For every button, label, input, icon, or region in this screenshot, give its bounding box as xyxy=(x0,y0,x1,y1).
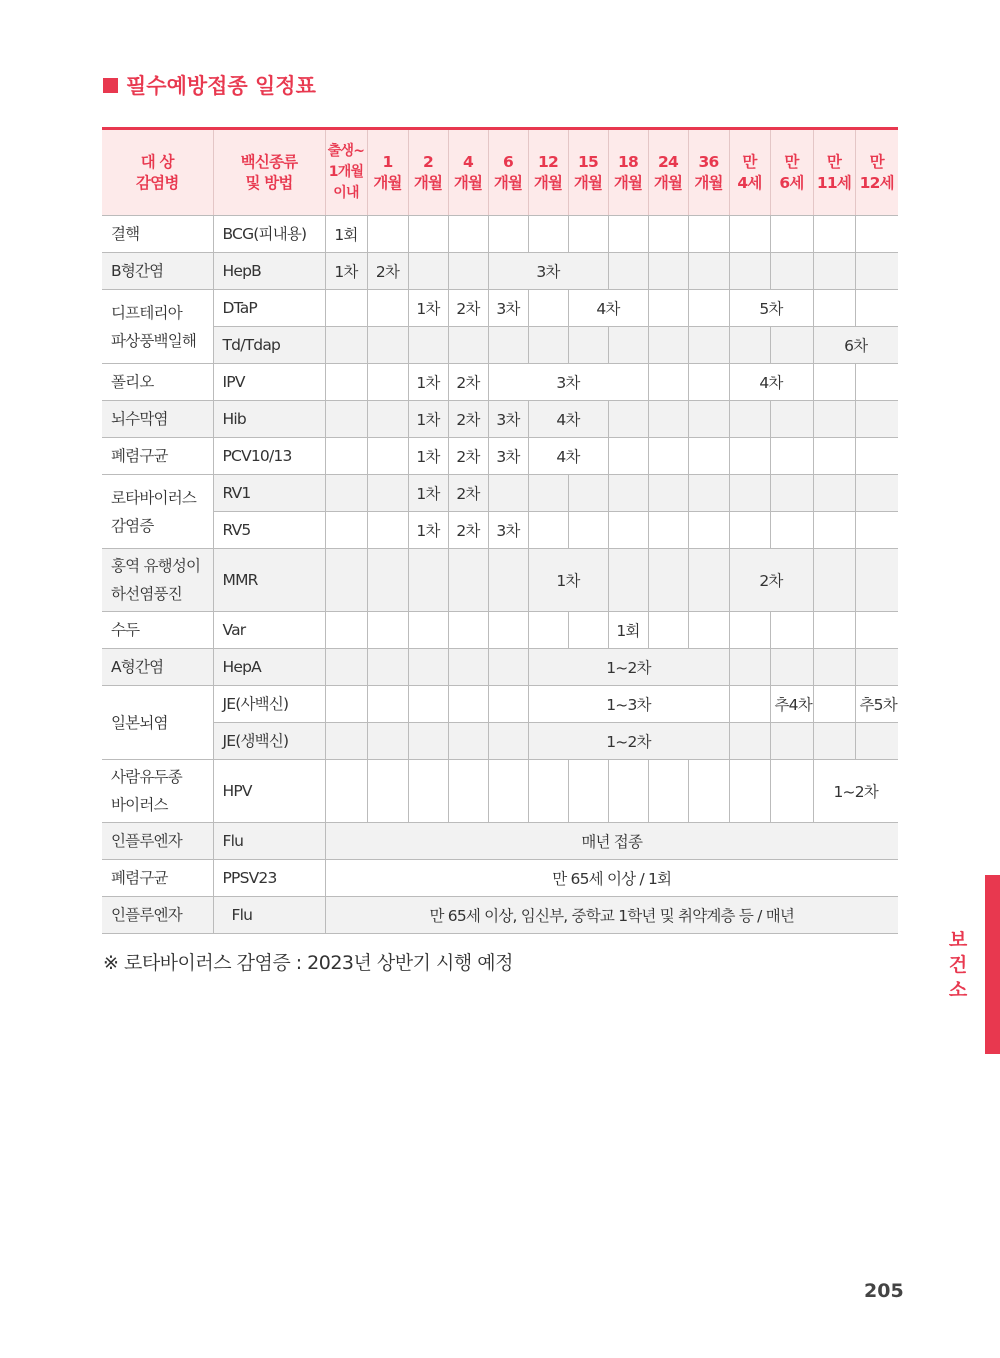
empty-cell xyxy=(813,475,855,512)
empty-cell xyxy=(770,760,813,823)
page-title xyxy=(103,70,316,100)
cell: 1차 xyxy=(408,438,448,475)
empty-cell xyxy=(813,512,855,549)
empty-cell xyxy=(648,760,688,823)
table-row xyxy=(102,364,898,401)
empty-cell xyxy=(648,549,688,612)
table-row xyxy=(102,438,898,475)
empty-cell xyxy=(325,290,367,327)
column-header: 2 개월 xyxy=(408,129,448,216)
empty-cell xyxy=(813,649,855,686)
vaccine: DTaP xyxy=(213,290,325,327)
empty-cell xyxy=(813,549,855,612)
empty-cell xyxy=(813,686,855,723)
empty-cell xyxy=(855,216,898,253)
empty-cell xyxy=(813,612,855,649)
empty-cell xyxy=(855,512,898,549)
table-row xyxy=(102,549,898,612)
empty-cell xyxy=(367,438,408,475)
empty-cell xyxy=(488,686,528,723)
empty-cell xyxy=(325,760,367,823)
disease: 사람유두종 바이러스 xyxy=(102,760,213,823)
empty-cell xyxy=(813,253,855,290)
footnote: ※ 로타바이러스 감염증 : 2023년 상반기 시행 예정 xyxy=(103,952,513,974)
disease: 뇌수막염 xyxy=(102,401,213,438)
cell: 1차 xyxy=(408,364,448,401)
disease: 폐렴구균 xyxy=(102,438,213,475)
vaccine: MMR xyxy=(213,549,325,612)
empty-cell xyxy=(770,253,813,290)
empty-cell xyxy=(528,216,568,253)
table-row xyxy=(102,649,898,686)
table-row xyxy=(102,760,898,823)
empty-cell xyxy=(488,649,528,686)
empty-cell xyxy=(448,686,488,723)
cell: 3차 xyxy=(488,253,608,290)
empty-cell xyxy=(367,612,408,649)
vaccine: BCG(피내용) xyxy=(213,216,325,253)
cell: 1회 xyxy=(325,216,367,253)
empty-cell xyxy=(367,290,408,327)
empty-cell xyxy=(729,216,770,253)
table-row xyxy=(102,612,898,649)
empty-cell xyxy=(729,475,770,512)
vaccination-schedule-table xyxy=(102,127,898,934)
cell: 4차 xyxy=(528,438,608,475)
square-bullet-icon xyxy=(103,78,118,93)
table-row xyxy=(102,512,898,549)
empty-cell xyxy=(568,475,608,512)
cell: 만 65세 이상 / 1회 xyxy=(325,860,898,897)
title-text: 필수예방접종 일정표 xyxy=(126,74,316,98)
cell: 1~2차 xyxy=(528,723,729,760)
empty-cell xyxy=(325,401,367,438)
disease: B형간염 xyxy=(102,253,213,290)
disease: 폐렴구균 xyxy=(102,860,213,897)
empty-cell xyxy=(729,760,770,823)
empty-cell xyxy=(568,327,608,364)
header-row xyxy=(102,129,898,216)
table-row xyxy=(102,401,898,438)
empty-cell xyxy=(688,290,729,327)
cell: 1~2차 xyxy=(528,649,729,686)
column-header: 만 12세 xyxy=(855,129,898,216)
vaccine: HPV xyxy=(213,760,325,823)
column-header: 36 개월 xyxy=(688,129,729,216)
empty-cell xyxy=(688,438,729,475)
empty-cell xyxy=(568,612,608,649)
empty-cell xyxy=(528,327,568,364)
cell: 4차 xyxy=(729,364,813,401)
vaccine: HepB xyxy=(213,253,325,290)
empty-cell xyxy=(367,364,408,401)
empty-cell xyxy=(408,216,448,253)
empty-cell xyxy=(648,327,688,364)
empty-cell xyxy=(770,723,813,760)
cell: 3차 xyxy=(488,512,528,549)
empty-cell xyxy=(688,760,729,823)
empty-cell xyxy=(488,475,528,512)
vaccine: Td/Tdap xyxy=(213,327,325,364)
empty-cell xyxy=(688,475,729,512)
cell: 3차 xyxy=(488,364,648,401)
empty-cell xyxy=(648,290,688,327)
empty-cell xyxy=(648,364,688,401)
empty-cell xyxy=(408,686,448,723)
cell: 1차 xyxy=(528,549,608,612)
empty-cell xyxy=(448,327,488,364)
empty-cell xyxy=(528,512,568,549)
empty-cell xyxy=(648,253,688,290)
vaccine: Hib xyxy=(213,401,325,438)
vaccine: PPSV23 xyxy=(213,860,325,897)
empty-cell xyxy=(488,549,528,612)
empty-cell xyxy=(855,612,898,649)
column-header: 출생~ 1개월 이내 xyxy=(325,129,367,216)
cell: 5차 xyxy=(729,290,813,327)
empty-cell xyxy=(855,438,898,475)
empty-cell xyxy=(367,549,408,612)
cell: 2차 xyxy=(448,512,488,549)
empty-cell xyxy=(448,216,488,253)
vaccine: JE(생백신) xyxy=(213,723,325,760)
cell: 추5차 xyxy=(855,686,898,723)
table-row xyxy=(102,723,898,760)
cell: 매년 접종 xyxy=(325,823,898,860)
empty-cell xyxy=(648,438,688,475)
cell: 2차 xyxy=(448,401,488,438)
column-header: 1 개월 xyxy=(367,129,408,216)
disease: 로타바이러스 감염증 xyxy=(102,475,213,549)
empty-cell xyxy=(608,760,648,823)
empty-cell xyxy=(448,723,488,760)
empty-cell xyxy=(325,686,367,723)
vaccine: Var xyxy=(213,612,325,649)
side-tab-label: 보 건 소 xyxy=(948,929,968,1001)
empty-cell xyxy=(528,760,568,823)
empty-cell xyxy=(488,723,528,760)
empty-cell xyxy=(608,401,648,438)
column-header: 12 개월 xyxy=(528,129,568,216)
cell: 4차 xyxy=(568,290,648,327)
column-header: 만 6세 xyxy=(770,129,813,216)
empty-cell xyxy=(770,612,813,649)
empty-cell xyxy=(367,760,408,823)
cell: 1차 xyxy=(408,512,448,549)
disease: 일본뇌염 xyxy=(102,686,213,760)
empty-cell xyxy=(688,327,729,364)
cell: 3차 xyxy=(488,290,528,327)
empty-cell xyxy=(813,364,855,401)
cell: 1차 xyxy=(408,401,448,438)
empty-cell xyxy=(729,401,770,438)
empty-cell xyxy=(855,649,898,686)
empty-cell xyxy=(770,475,813,512)
cell: 2차 xyxy=(448,438,488,475)
empty-cell xyxy=(770,216,813,253)
empty-cell xyxy=(528,290,568,327)
empty-cell xyxy=(608,253,648,290)
empty-cell xyxy=(408,612,448,649)
column-header: 만 4세 xyxy=(729,129,770,216)
cell: 2차 xyxy=(448,364,488,401)
table-row xyxy=(102,253,898,290)
empty-cell xyxy=(448,253,488,290)
empty-cell xyxy=(729,253,770,290)
cell: 1차 xyxy=(408,290,448,327)
cell: 6차 xyxy=(813,327,898,364)
vaccine: Flu xyxy=(213,897,325,934)
empty-cell xyxy=(448,612,488,649)
empty-cell xyxy=(855,364,898,401)
empty-cell xyxy=(770,438,813,475)
empty-cell xyxy=(608,549,648,612)
empty-cell xyxy=(568,760,608,823)
empty-cell xyxy=(367,686,408,723)
vaccine: IPV xyxy=(213,364,325,401)
side-tab xyxy=(985,875,1000,1054)
empty-cell xyxy=(688,216,729,253)
empty-cell xyxy=(408,649,448,686)
empty-cell xyxy=(448,649,488,686)
empty-cell xyxy=(448,549,488,612)
empty-cell xyxy=(813,401,855,438)
empty-cell xyxy=(648,512,688,549)
empty-cell xyxy=(688,549,729,612)
empty-cell xyxy=(568,216,608,253)
cell: 추4차 xyxy=(770,686,813,723)
disease: 인플루엔자 xyxy=(102,823,213,860)
empty-cell xyxy=(488,760,528,823)
vaccine: RV5 xyxy=(213,512,325,549)
empty-cell xyxy=(325,649,367,686)
empty-cell xyxy=(528,475,568,512)
empty-cell xyxy=(729,512,770,549)
empty-cell xyxy=(688,253,729,290)
cell: 3차 xyxy=(488,401,528,438)
cell: 1차 xyxy=(325,253,367,290)
column-header: 6 개월 xyxy=(488,129,528,216)
table-row xyxy=(102,327,898,364)
disease: 수두 xyxy=(102,612,213,649)
column-header: 만 11세 xyxy=(813,129,855,216)
disease: 홍역 유행성이 하선염풍진 xyxy=(102,549,213,612)
empty-cell xyxy=(408,723,448,760)
empty-cell xyxy=(408,549,448,612)
empty-cell xyxy=(367,649,408,686)
column-header: 18 개월 xyxy=(608,129,648,216)
empty-cell xyxy=(813,290,855,327)
cell: 2차 xyxy=(729,549,813,612)
empty-cell xyxy=(648,216,688,253)
empty-cell xyxy=(729,686,770,723)
empty-cell xyxy=(528,612,568,649)
empty-cell xyxy=(688,401,729,438)
empty-cell xyxy=(729,612,770,649)
empty-cell xyxy=(855,253,898,290)
cell: 만 65세 이상, 임신부, 중학교 1학년 및 취약계층 등 / 매년 xyxy=(325,897,898,934)
empty-cell xyxy=(367,512,408,549)
empty-cell xyxy=(770,649,813,686)
empty-cell xyxy=(608,438,648,475)
cell: 2차 xyxy=(367,253,408,290)
empty-cell xyxy=(568,512,608,549)
cell: 1~2차 xyxy=(813,760,898,823)
empty-cell xyxy=(648,475,688,512)
empty-cell xyxy=(813,216,855,253)
empty-cell xyxy=(729,438,770,475)
disease: A형간염 xyxy=(102,649,213,686)
empty-cell xyxy=(855,290,898,327)
empty-cell xyxy=(408,253,448,290)
empty-cell xyxy=(688,512,729,549)
empty-cell xyxy=(770,401,813,438)
empty-cell xyxy=(770,512,813,549)
disease: 디프테리아 파상풍백일해 xyxy=(102,290,213,364)
vaccine: Flu xyxy=(213,823,325,860)
vaccine: PCV10/13 xyxy=(213,438,325,475)
empty-cell xyxy=(488,327,528,364)
table-row xyxy=(102,897,898,934)
empty-cell xyxy=(325,364,367,401)
vaccine: JE(사백신) xyxy=(213,686,325,723)
empty-cell xyxy=(325,549,367,612)
cell: 2차 xyxy=(448,475,488,512)
cell: 2차 xyxy=(448,290,488,327)
empty-cell xyxy=(855,549,898,612)
table-row xyxy=(102,686,898,723)
empty-cell xyxy=(648,612,688,649)
empty-cell xyxy=(367,216,408,253)
empty-cell xyxy=(608,327,648,364)
column-header: 15 개월 xyxy=(568,129,608,216)
cell: 1회 xyxy=(608,612,648,649)
table-row xyxy=(102,290,898,327)
page-number: 205 xyxy=(864,1280,904,1302)
empty-cell xyxy=(729,649,770,686)
empty-cell xyxy=(408,327,448,364)
empty-cell xyxy=(813,723,855,760)
empty-cell xyxy=(608,475,648,512)
empty-cell xyxy=(325,612,367,649)
column-header: 24 개월 xyxy=(648,129,688,216)
empty-cell xyxy=(367,475,408,512)
column-header: 백신종류 및 방법 xyxy=(213,129,325,216)
vaccine: RV1 xyxy=(213,475,325,512)
empty-cell xyxy=(325,438,367,475)
empty-cell xyxy=(813,438,855,475)
empty-cell xyxy=(855,723,898,760)
column-header: 4 개월 xyxy=(448,129,488,216)
empty-cell xyxy=(408,760,448,823)
cell: 1차 xyxy=(408,475,448,512)
cell: 3차 xyxy=(488,438,528,475)
empty-cell xyxy=(488,216,528,253)
table-row xyxy=(102,860,898,897)
empty-cell xyxy=(325,475,367,512)
empty-cell xyxy=(367,327,408,364)
cell: 1~3차 xyxy=(528,686,729,723)
empty-cell xyxy=(367,723,408,760)
table-row xyxy=(102,216,898,253)
disease: 인플루엔자 xyxy=(102,897,213,934)
empty-cell xyxy=(367,401,408,438)
empty-cell xyxy=(855,475,898,512)
disease: 결핵 xyxy=(102,216,213,253)
empty-cell xyxy=(325,512,367,549)
empty-cell xyxy=(325,327,367,364)
disease: 폴리오 xyxy=(102,364,213,401)
empty-cell xyxy=(729,723,770,760)
empty-cell xyxy=(325,723,367,760)
vaccine: HepA xyxy=(213,649,325,686)
cell: 4차 xyxy=(528,401,608,438)
empty-cell xyxy=(729,327,770,364)
empty-cell xyxy=(608,216,648,253)
empty-cell xyxy=(770,327,813,364)
empty-cell xyxy=(608,512,648,549)
table-row xyxy=(102,475,898,512)
empty-cell xyxy=(448,760,488,823)
empty-cell xyxy=(688,364,729,401)
column-header: 대 상 감염병 xyxy=(102,129,213,216)
empty-cell xyxy=(648,401,688,438)
empty-cell xyxy=(688,612,729,649)
table-row xyxy=(102,823,898,860)
empty-cell xyxy=(488,612,528,649)
empty-cell xyxy=(855,401,898,438)
